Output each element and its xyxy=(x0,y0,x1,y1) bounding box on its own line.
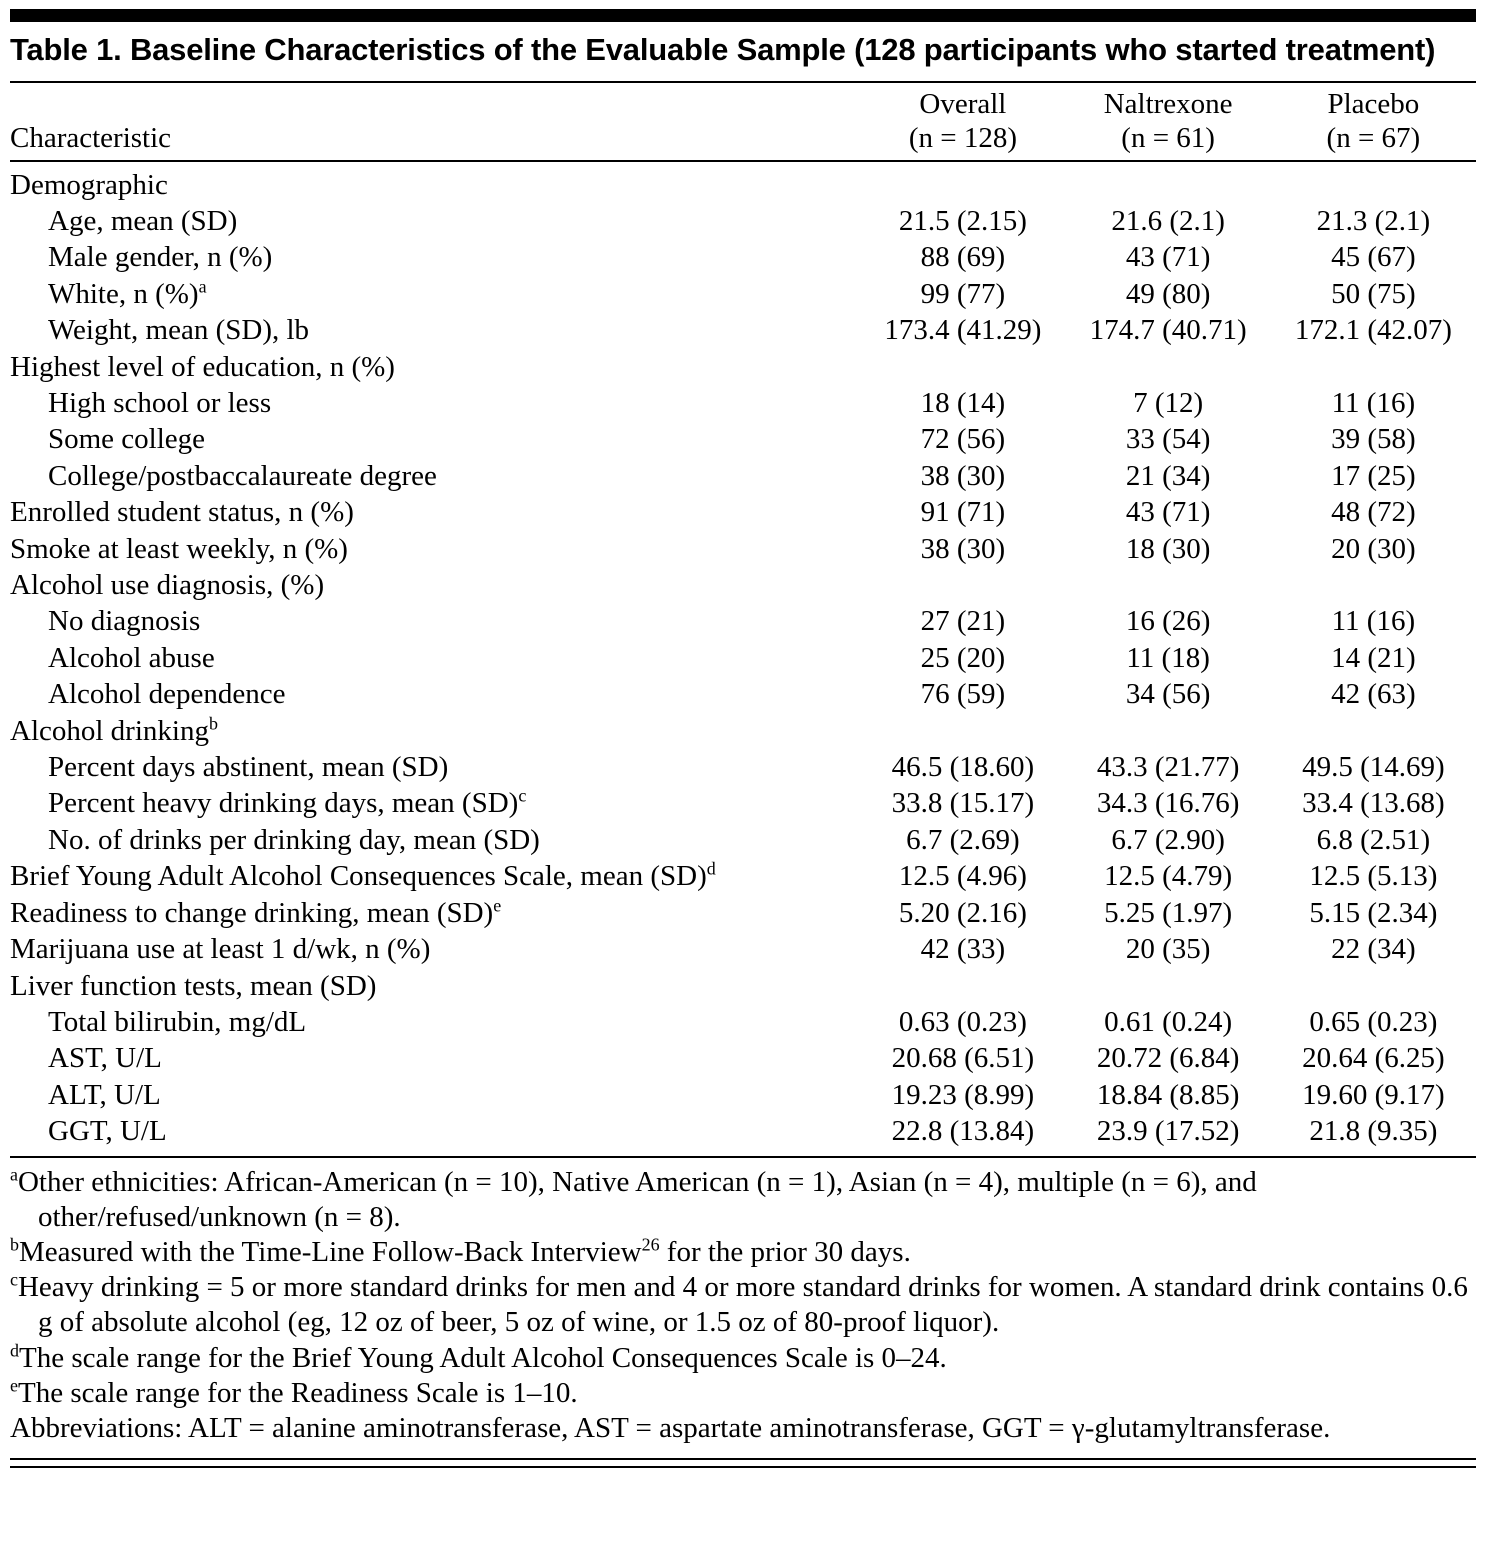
row-label: No diagnosis xyxy=(48,605,201,638)
table-row xyxy=(10,968,1476,1004)
section-label: Liver function tests, mean (SD) xyxy=(10,969,377,1002)
value-cell: 18 (14) xyxy=(920,387,1006,420)
table-row xyxy=(10,349,1476,385)
table-row xyxy=(10,676,1476,712)
column-header-overall xyxy=(860,82,1065,161)
footnote: $^d$The scale range for the Brief Young Adult Alcohol Consequences Scale is 0–24. xyxy=(10,1339,947,1374)
table-row xyxy=(10,640,1476,676)
row-label: Age, mean (SD) xyxy=(48,204,238,237)
value-cell: 5.15 (2.34) xyxy=(1309,896,1438,929)
table-row xyxy=(10,385,1476,421)
value-cell: 21 (34) xyxy=(1125,459,1211,492)
value-cell: 19.60 (9.17) xyxy=(1302,1078,1445,1111)
value-cell: 22 (34) xyxy=(1331,933,1416,966)
table-row xyxy=(10,1113,1476,1156)
column-group-name: Placebo xyxy=(1327,87,1420,120)
table-row xyxy=(10,822,1476,858)
row-label: Weight, mean (SD), lb xyxy=(48,314,310,347)
table-header xyxy=(10,82,1476,161)
section-label: Highest level of education, n (%) xyxy=(10,350,395,383)
value-cell: 11 (16) xyxy=(1331,605,1416,638)
value-cell: 7 (12) xyxy=(1133,387,1204,420)
value-cell: 48 (72) xyxy=(1331,496,1416,529)
value-cell: 20 (30) xyxy=(1331,532,1416,565)
value-cell xyxy=(860,349,1065,385)
row-label: Alcohol dependence xyxy=(48,678,286,711)
value-cell xyxy=(1066,161,1271,203)
table-row xyxy=(10,895,1476,931)
table-body xyxy=(10,161,1476,1157)
footnote: $^e$The scale range for the Readiness Scale is 1–10. xyxy=(10,1375,578,1409)
baseline-characteristics-table xyxy=(10,81,1476,1158)
value-cell xyxy=(860,161,1065,203)
value-cell: 46.5 (18.60) xyxy=(891,751,1035,784)
table-row xyxy=(10,203,1476,239)
column-group-name: Overall xyxy=(919,87,1007,120)
value-cell xyxy=(1066,349,1271,385)
value-cell: 33.8 (15.17) xyxy=(891,787,1035,820)
value-cell: 11 (16) xyxy=(1331,387,1416,420)
column-group-n: (n = 67) xyxy=(1326,121,1421,154)
value-cell: 50 (75) xyxy=(1331,277,1416,310)
value-cell: 18 (30) xyxy=(1125,532,1211,565)
value-cell xyxy=(1271,968,1476,1004)
row-label: Marijuana use at least 1 d/wk, n (%) xyxy=(10,933,431,966)
value-cell: 43 (71) xyxy=(1125,496,1211,529)
value-cell xyxy=(860,968,1065,1004)
value-cell: 18.84 (8.85) xyxy=(1096,1078,1240,1111)
value-cell: 17 (25) xyxy=(1331,459,1416,492)
row-label: GGT, U/L xyxy=(48,1115,167,1148)
value-cell xyxy=(860,567,1065,603)
column-group-name: Naltrexone xyxy=(1103,87,1233,120)
row-label: Enrolled student status, n (%) xyxy=(10,496,354,529)
footnotes xyxy=(10,1165,1476,1447)
value-cell: 12.5 (4.96) xyxy=(898,860,1027,893)
column-header-naltrexone xyxy=(1066,82,1271,161)
table-row xyxy=(10,421,1476,457)
value-cell: 5.25 (1.97) xyxy=(1104,896,1233,929)
top-rule xyxy=(10,9,1476,22)
row-label: Alcohol abuse xyxy=(48,641,215,674)
column-header-placebo xyxy=(1271,82,1476,161)
table-row xyxy=(10,1040,1476,1076)
table-row xyxy=(10,1077,1476,1113)
value-cell xyxy=(1271,713,1476,749)
row-label: White, n (%)$^a$ xyxy=(48,276,207,310)
table-row xyxy=(10,931,1476,967)
row-label: ALT, U/L xyxy=(48,1078,161,1111)
row-label: Some college xyxy=(48,423,206,456)
footnote: $^a$Other ethnicities: African-American (n = 10), Native American (n = 1), Asian (n = 4), multiple (n = 6), and other/refused/unknown (n = 8). xyxy=(10,1163,1257,1233)
value-cell: 21.8 (9.35) xyxy=(1309,1115,1438,1148)
section-label: Alcohol use diagnosis, (%) xyxy=(10,569,325,602)
value-cell: 20.72 (6.84) xyxy=(1096,1042,1240,1075)
value-cell: 42 (63) xyxy=(1331,678,1416,711)
table-row xyxy=(10,239,1476,275)
value-cell: 12.5 (4.79) xyxy=(1104,860,1233,893)
value-cell: 172.1 (42.07) xyxy=(1294,314,1452,347)
value-cell: 21.6 (2.1) xyxy=(1111,204,1225,237)
row-label: Smoke at least weekly, n (%) xyxy=(10,532,348,565)
value-cell: 6.7 (2.90) xyxy=(1111,823,1225,856)
value-cell: 14 (21) xyxy=(1331,641,1416,674)
value-cell: 20.64 (6.25) xyxy=(1302,1042,1445,1075)
value-cell: 72 (56) xyxy=(920,423,1006,456)
value-cell: 99 (77) xyxy=(920,277,1006,310)
value-cell: 20 (35) xyxy=(1125,933,1211,966)
column-group-n: (n = 128) xyxy=(908,121,1017,154)
row-label: Male gender, n (%) xyxy=(48,241,273,274)
value-cell: 91 (71) xyxy=(920,496,1006,529)
value-cell: 49 (80) xyxy=(1125,277,1211,310)
bottom-rule xyxy=(10,1458,1476,1468)
table-row xyxy=(10,276,1476,312)
value-cell xyxy=(1066,567,1271,603)
header-row xyxy=(10,82,1476,161)
footnote: $^b$Measured with the Time-Line Follow-Back Interview$^{26}$ for the prior 30 days. xyxy=(10,1234,911,1268)
value-cell: 88 (69) xyxy=(920,241,1006,274)
table-row xyxy=(10,713,1476,749)
column-group-n: (n = 61) xyxy=(1121,121,1215,154)
value-cell: 0.61 (0.24) xyxy=(1104,1005,1233,1038)
value-cell: 0.63 (0.23) xyxy=(898,1005,1027,1038)
table-row xyxy=(10,531,1476,567)
value-cell xyxy=(860,713,1065,749)
value-cell xyxy=(1066,968,1271,1004)
value-cell: 12.5 (5.13) xyxy=(1309,860,1438,893)
table-row xyxy=(10,785,1476,821)
value-cell: 25 (20) xyxy=(920,641,1006,674)
value-cell: 39 (58) xyxy=(1331,423,1416,456)
value-cell: 16 (26) xyxy=(1125,605,1211,638)
value-cell: 174.7 (40.71) xyxy=(1089,314,1247,347)
footnote: $^c$Heavy drinking = 5 or more standard drinks for men and 4 or more standard drinks for women. A standard drink contains 0.6 g of absolute alcohol (eg, 12 oz of beer, 5 oz of wine, or 1.5 oz of 80-proof liquor). xyxy=(10,1269,1468,1339)
table-row xyxy=(10,161,1476,203)
value-cell: 42 (33) xyxy=(920,933,1006,966)
value-cell: 43.3 (21.77) xyxy=(1096,751,1240,784)
value-cell xyxy=(1271,567,1476,603)
table-row xyxy=(10,567,1476,603)
value-cell: 22.8 (13.84) xyxy=(891,1115,1035,1148)
row-label: Total bilirubin, mg/dL xyxy=(48,1005,307,1038)
value-cell: 27 (21) xyxy=(920,605,1006,638)
value-cell: 38 (30) xyxy=(920,532,1006,565)
row-label: College/postbaccalaureate degree xyxy=(48,459,437,492)
row-label: Brief Young Adult Alcohol Consequences Scale, mean (SD)$^d$ xyxy=(10,858,716,893)
value-cell: 0.65 (0.23) xyxy=(1309,1005,1438,1038)
value-cell xyxy=(1271,161,1476,203)
value-cell: 34 (56) xyxy=(1125,678,1211,711)
page xyxy=(0,9,1486,1468)
value-cell: 6.8 (2.51) xyxy=(1316,823,1431,856)
section-label: Alcohol drinking$^b$ xyxy=(10,713,218,747)
value-cell: 76 (59) xyxy=(920,678,1006,711)
value-cell: 43 (71) xyxy=(1125,241,1211,274)
table-row xyxy=(10,749,1476,785)
value-cell: 21.5 (2.15) xyxy=(898,204,1027,237)
table-row xyxy=(10,494,1476,530)
value-cell: 6.7 (2.69) xyxy=(906,823,1020,856)
table-row xyxy=(10,458,1476,494)
value-cell: 33 (54) xyxy=(1125,423,1211,456)
row-label: Percent days abstinent, mean (SD) xyxy=(48,751,449,784)
value-cell xyxy=(1066,713,1271,749)
table-title: Table 1. Baseline Characteristics of the Evaluable Sample (128 participants who started treatment) xyxy=(10,32,1436,67)
footnote: Abbreviations: ALT = alanine aminotransferase, AST = aspartate aminotransferase, GGT = γ-glutamyltransferase. xyxy=(10,1411,1331,1444)
table-row xyxy=(10,1004,1476,1040)
value-cell: 11 (18) xyxy=(1126,641,1210,674)
value-cell: 19.23 (8.99) xyxy=(891,1078,1035,1111)
value-cell: 5.20 (2.16) xyxy=(898,896,1027,929)
value-cell xyxy=(1271,349,1476,385)
table-row xyxy=(10,312,1476,348)
value-cell: 45 (67) xyxy=(1331,241,1416,274)
value-cell: 23.9 (17.52) xyxy=(1096,1115,1240,1148)
section-label: Demographic xyxy=(10,168,168,201)
value-cell: 34.3 (16.76) xyxy=(1096,787,1240,820)
column-header-characteristic: Characteristic xyxy=(10,121,172,154)
value-cell: 49.5 (14.69) xyxy=(1302,751,1445,784)
row-label: Percent heavy drinking days, mean (SD)$^c$ xyxy=(48,785,527,820)
row-label: No. of drinks per drinking day, mean (SD) xyxy=(48,823,540,856)
value-cell: 38 (30) xyxy=(920,459,1006,492)
value-cell: 33.4 (13.68) xyxy=(1302,787,1445,820)
value-cell: 21.3 (2.1) xyxy=(1316,204,1431,237)
table-row xyxy=(10,858,1476,894)
value-cell: 173.4 (41.29) xyxy=(884,314,1042,347)
row-label: High school or less xyxy=(48,387,272,420)
row-label: Readiness to change drinking, mean (SD)$^e$ xyxy=(10,895,502,929)
row-label: AST, U/L xyxy=(48,1042,162,1075)
value-cell: 20.68 (6.51) xyxy=(891,1042,1035,1075)
table-row xyxy=(10,603,1476,639)
